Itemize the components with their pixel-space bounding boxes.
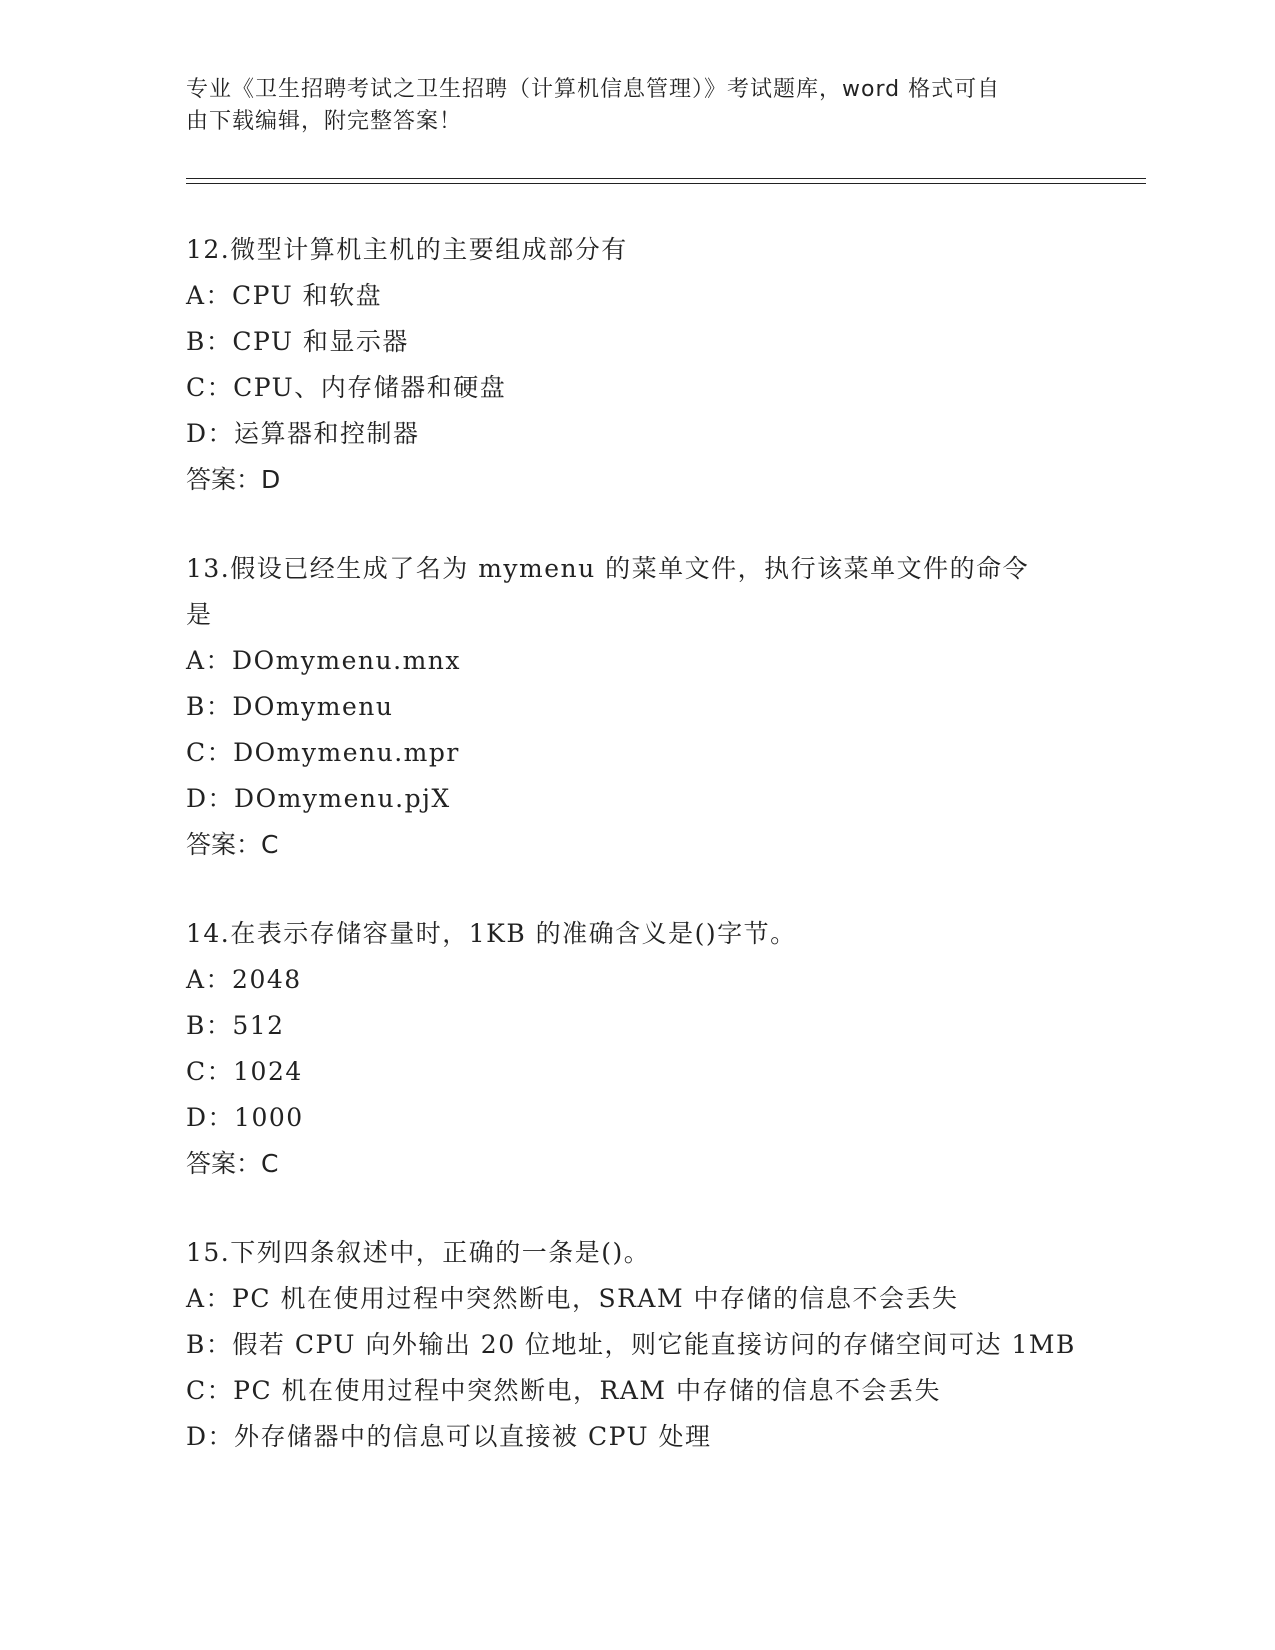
- answer-text: 答案：C: [186, 1149, 279, 1178]
- option-b: B：512: [186, 1011, 285, 1040]
- question-14: [186, 911, 1086, 1187]
- header-line-2: 由下载编辑，附完整答案！: [186, 109, 463, 134]
- option-d: D：运算器和控制器: [186, 419, 420, 448]
- option-c: C：PC 机在使用过程中突然断电，RAM 中存储的信息不会丢失: [186, 1376, 941, 1405]
- header-divider-top: [186, 178, 1146, 179]
- option-a: A：CPU 和软盘: [186, 281, 383, 310]
- option-d: D：DOmymenu.pjX: [186, 784, 451, 813]
- option-b: B：CPU 和显示器: [186, 327, 409, 356]
- question-13: [186, 546, 1086, 868]
- question-12: [186, 227, 1086, 503]
- option-b: B：假若 CPU 向外输出 20 位地址，则它能直接访问的存储空间可达 1MB: [186, 1330, 1076, 1359]
- header-line-1: 专业《卫生招聘考试之卫生招聘（计算机信息管理）》考试题库，word 格式可自: [186, 77, 1001, 102]
- option-a: A：PC 机在使用过程中突然断电，SRAM 中存储的信息不会丢失: [186, 1284, 959, 1313]
- question-stem-line-1: 13.假设已经生成了名为 mymenu 的菜单文件，执行该菜单文件的命令: [186, 554, 1030, 583]
- option-b: B：DOmymenu: [186, 692, 394, 721]
- answer-text: 答案：D: [186, 465, 281, 494]
- option-c: C：DOmymenu.mpr: [186, 738, 460, 767]
- option-d: D：1000: [186, 1103, 304, 1132]
- option-c: C：CPU、内存储器和硬盘: [186, 373, 507, 402]
- option-a: A：DOmymenu.mnx: [186, 646, 461, 675]
- option-a: A：2048: [186, 965, 302, 994]
- question-stem: 12.微型计算机主机的主要组成部分有: [186, 235, 628, 264]
- option-c: C：1024: [186, 1057, 303, 1086]
- document-header: [186, 74, 1086, 138]
- header-divider-bottom: [186, 183, 1146, 184]
- answer-text: 答案：C: [186, 830, 279, 859]
- option-d: D：外存储器中的信息可以直接被 CPU 处理: [186, 1422, 712, 1451]
- question-stem-line-2: 是: [186, 600, 213, 629]
- question-stem: 14.在表示存储容量时，1KB 的准确含义是()字节。: [186, 919, 797, 948]
- question-15: [186, 1230, 1086, 1460]
- question-stem: 15.下列四条叙述中，正确的一条是()。: [186, 1238, 651, 1267]
